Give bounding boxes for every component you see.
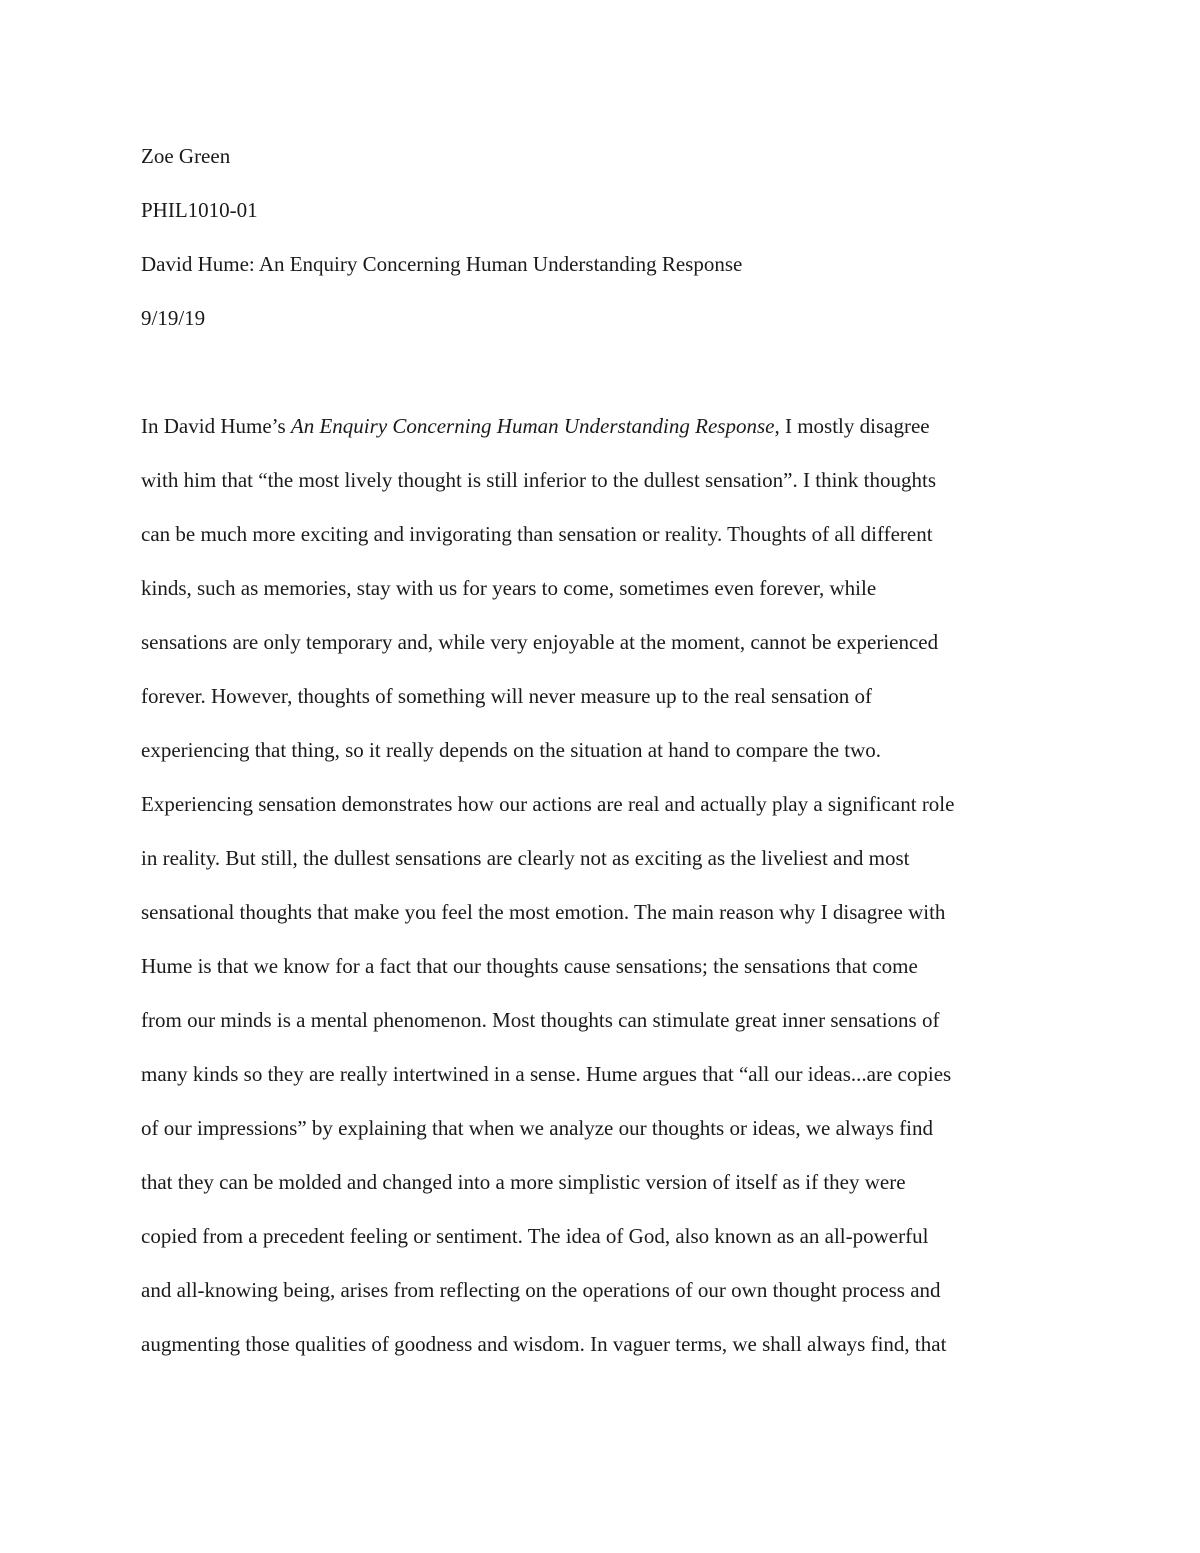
course-code: PHIL1010-01 — [141, 198, 258, 222]
paragraph-line: sensational thoughts that make you feel the most emotion. The main reason why I disagree with — [141, 900, 946, 924]
paragraph-line: with him that “the most lively thought is still inferior to the dullest sensation”. I think thoughts — [141, 468, 937, 492]
assignment-title: David Hume: An Enquiry Concerning Human Understanding Response — [141, 252, 743, 276]
paragraph-line — [141, 412, 930, 440]
paragraph-line: Hume is that we know for a fact that our thoughts cause sensations; the sensations that come — [141, 954, 918, 978]
paragraph-line: augmenting those qualities of goodness and wisdom. In vaguer terms, we shall always find, that — [141, 1332, 947, 1356]
paragraph-line: many kinds so they are really intertwined in a sense. Hume argues that “all our ideas...are copies — [141, 1062, 952, 1086]
author-name: Zoe Green — [141, 144, 231, 168]
paragraph-line: Experiencing sensation demonstrates how our actions are real and actually play a significant role — [141, 792, 955, 816]
paragraph-line: sensations are only temporary and, while very enjoyable at the moment, cannot be experienced — [141, 630, 939, 654]
paragraph-line: kinds, such as memories, stay with us for years to come, sometimes even forever, while — [141, 576, 877, 600]
paragraph-line: can be much more exciting and invigorating than sensation or reality. Thoughts of all different — [141, 522, 933, 546]
paragraph-line: from our minds is a mental phenomenon. Most thoughts can stimulate great inner sensations of — [141, 1008, 940, 1032]
paragraph-line: copied from a precedent feeling or sentiment. The idea of God, also known as an all-powerful — [141, 1224, 929, 1248]
paragraph-line: in reality. But still, the dullest sensations are clearly not as exciting as the liveliest and most — [141, 846, 910, 870]
line-text: , I mostly disagree — [774, 414, 930, 438]
line-text: In David Hume’s — [141, 414, 291, 438]
paragraph-line: and all-knowing being, arises from reflecting on the operations of our own thought process and — [141, 1278, 941, 1302]
assignment-date: 9/19/19 — [141, 306, 206, 330]
paragraph-line: experiencing that thing, so it really depends on the situation at hand to compare the two. — [141, 738, 882, 762]
paragraph-line: forever. However, thoughts of something will never measure up to the real sensation of — [141, 684, 873, 708]
paragraph-line: that they can be molded and changed into a more simplistic version of itself as if they were — [141, 1170, 906, 1194]
paragraph-line: of our impressions” by explaining that when we analyze our thoughts or ideas, we always find — [141, 1116, 933, 1140]
work-title: An Enquiry Concerning Human Understanding Response — [290, 414, 775, 438]
